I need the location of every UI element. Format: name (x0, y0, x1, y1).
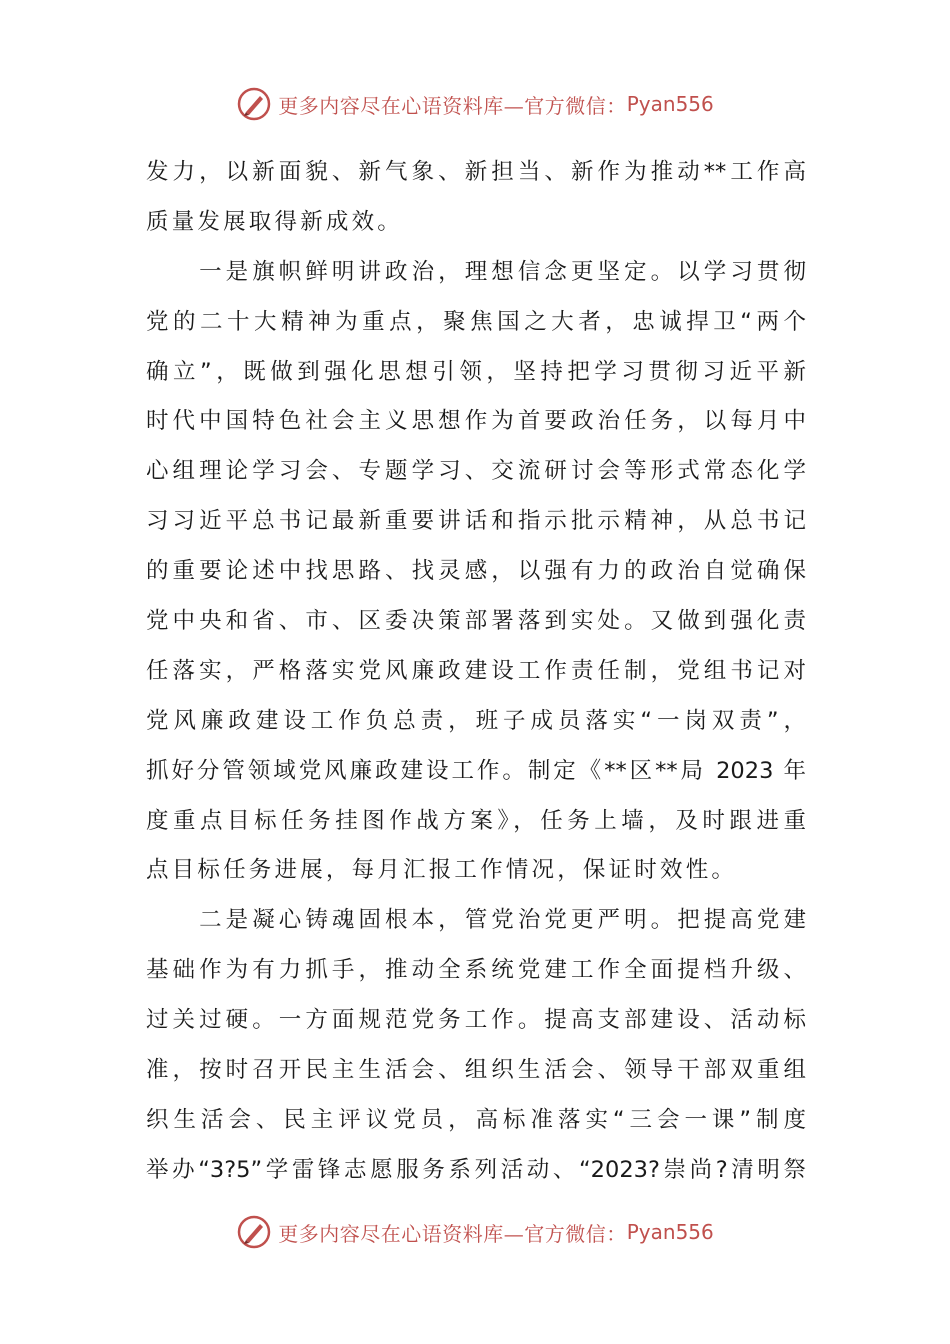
watermark-text: 更多内容尽在心语资料库—官方微信： (278, 93, 627, 118)
watermark-wechat-id: Pyan556 (626, 92, 714, 116)
watermark-wechat-id: Pyan556 (626, 1220, 714, 1244)
text-line: 过关过硬。一方面规范党务工作。提高支部建设、活动标 (146, 1007, 806, 1034)
watermark-header (0, 84, 950, 124)
text-line: 抓好分管领域党风廉政建设工作。制定《**区**局 2023 年 (146, 757, 806, 784)
text-line: 党中央和省、市、区委决策部署落到实处。又做到强化责 (146, 608, 806, 635)
pen-logo-icon (236, 1214, 272, 1250)
text-line: 心组理论学习会、专题学习、交流研讨会等形式常态化学 (146, 458, 806, 485)
document-body (146, 148, 806, 1196)
text-line: 举办“3?5”学雷锋志愿服务系列活动、“2023?崇尚?清明祭 (146, 1156, 806, 1183)
pen-logo-icon (236, 86, 272, 122)
text-line: 质量发展取得新成效。 (146, 208, 404, 235)
text-line: 发力，以新面貌、新气象、新担当、新作为推动**工作高 (146, 159, 806, 185)
text-line: 习习近平总书记最新重要讲话和指示批示精神，从总书记 (146, 508, 806, 535)
text-line: 任落实，严格落实党风廉政建设工作责任制，党组书记对 (146, 657, 806, 684)
text-line: 党的二十大精神为重点，聚焦国之大者，忠诚捍卫“两个 (146, 308, 806, 335)
text-line: 确立”，既做到强化思想引领，坚持把学习贯彻习近平新 (146, 358, 806, 385)
watermark-footer (0, 1212, 950, 1252)
text-line: 织生活会、民主评议党员，高标准落实“三会一课”制度 (146, 1106, 806, 1133)
text-line: 时代中国特色社会主义思想作为首要政治任务，以每月中 (146, 408, 806, 435)
text-line: 党风廉政建设工作负总责，班子成员落实“一岗双责”， (146, 707, 806, 734)
text-line: 点目标任务进展，每月汇报工作情况，保证时效性。 (146, 857, 738, 884)
text-line: 一是旗帜鲜明讲政治，理想信念更坚定。以学习贯彻 (146, 258, 806, 285)
watermark-text: 更多内容尽在心语资料库—官方微信： (278, 1221, 627, 1246)
text-line: 二是凝心铸魂固根本，管党治党更严明。把提高党建 (146, 907, 806, 934)
text-line: 准，按时召开民主生活会、组织生活会、领导干部双重组 (146, 1057, 806, 1084)
text-line: 度重点目标任务挂图作战方案》，任务上墙，及时跟进重 (146, 807, 806, 834)
text-line: 基础作为有力抓手，推动全系统党建工作全面提档升级、 (146, 957, 806, 984)
text-line: 的重要论述中找思路、找灵感，以强有力的政治自觉确保 (146, 558, 806, 585)
